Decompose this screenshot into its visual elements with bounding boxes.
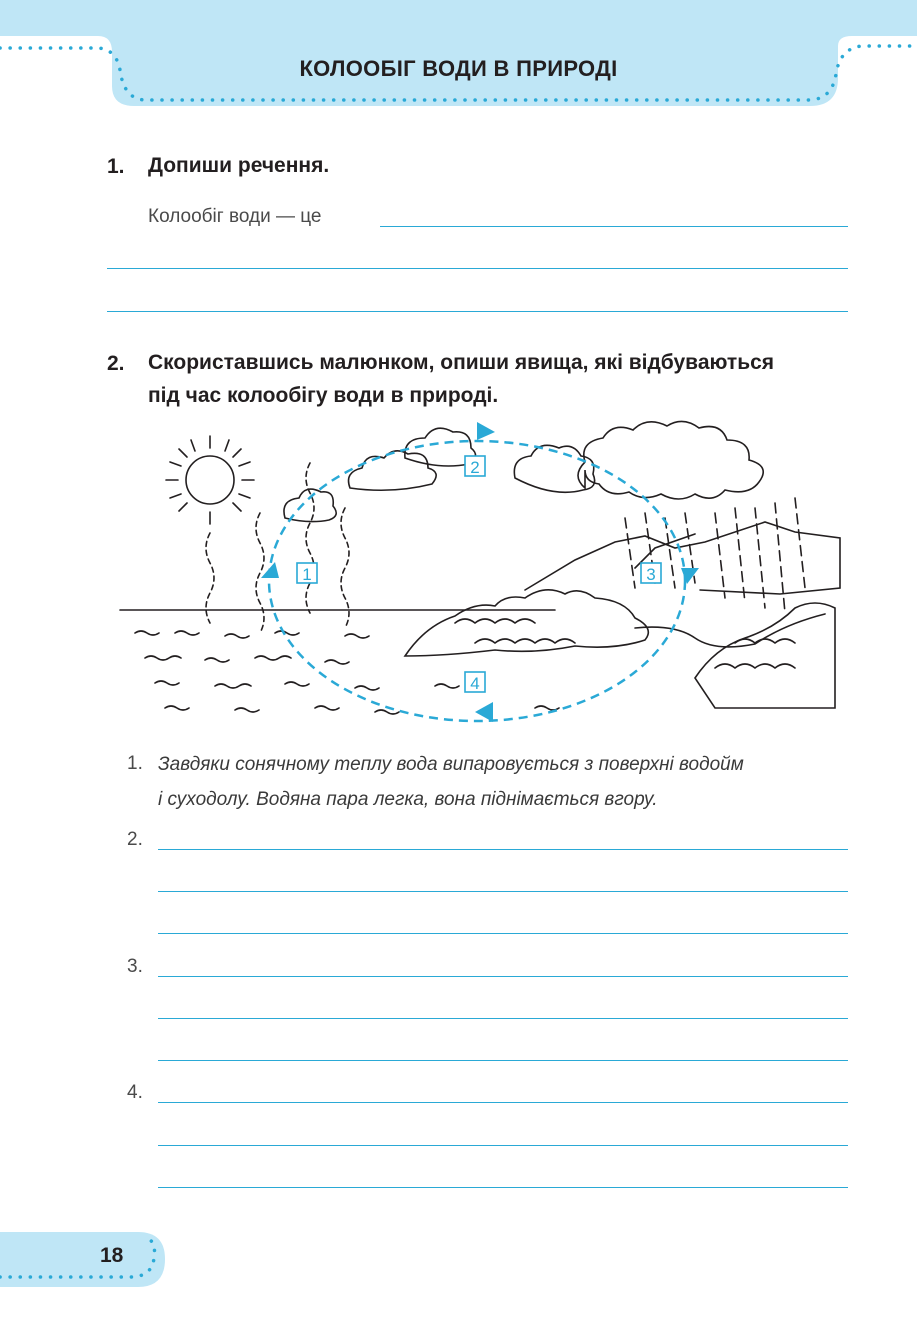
answer-4-number: 4. bbox=[127, 1082, 143, 1103]
task-1-number: 1. bbox=[107, 155, 125, 178]
task-2-instruction-line1: Скориставшись малюнком, опиши явища, які відбуваються bbox=[148, 351, 775, 374]
task-1-answer-line[interactable] bbox=[107, 311, 848, 312]
task-1-instruction: Допиши речення. bbox=[148, 154, 330, 177]
evaporation-lines bbox=[206, 463, 349, 633]
answer-2-number: 2. bbox=[127, 829, 143, 850]
arrow-left-icon bbox=[475, 702, 493, 722]
task-2-instruction-line2: під час колообігу води в природі. bbox=[148, 384, 499, 407]
answer-3-line[interactable] bbox=[158, 1018, 848, 1019]
answer-1-line1: Завдяки сонячному теплу вода випаровується з поверхні водойм bbox=[158, 754, 744, 775]
answer-3-line[interactable] bbox=[158, 976, 848, 977]
task-1-answer-line[interactable] bbox=[107, 268, 848, 269]
page-number-tab bbox=[0, 1232, 165, 1287]
answer-2-line[interactable] bbox=[158, 891, 848, 892]
answer-1-number: 1. bbox=[127, 753, 143, 774]
answer-4-line[interactable] bbox=[158, 1102, 848, 1103]
answer-2-line[interactable] bbox=[158, 849, 848, 850]
answer-4-line[interactable] bbox=[158, 1145, 848, 1146]
sun-icon bbox=[166, 436, 254, 524]
answer-4-line[interactable] bbox=[158, 1187, 848, 1188]
task-1-prompt: Колообіг води — це bbox=[148, 206, 322, 227]
water-cycle-illustration bbox=[115, 418, 845, 728]
arrow-right-icon bbox=[477, 422, 495, 440]
stage-label-2: 2 bbox=[470, 458, 480, 477]
answer-3-number: 3. bbox=[127, 956, 143, 977]
page-title: КОЛООБІГ ВОДИ В ПРИРОДІ bbox=[299, 56, 618, 81]
task-2-number: 2. bbox=[107, 352, 125, 375]
stage-label-1: 1 bbox=[302, 565, 312, 584]
stage-label-4: 4 bbox=[470, 674, 480, 693]
answer-3-line[interactable] bbox=[158, 1060, 848, 1061]
answer-1-line2: і суходолу. Водяна пара легка, вона піднімається вгору. bbox=[158, 789, 658, 810]
answer-2-line[interactable] bbox=[158, 933, 848, 934]
task-1-answer-line[interactable] bbox=[380, 226, 848, 227]
arrow-up-icon bbox=[261, 562, 279, 578]
page-number: 18 bbox=[100, 1244, 124, 1267]
rain-lines bbox=[625, 498, 805, 613]
stage-label-3: 3 bbox=[646, 565, 656, 584]
